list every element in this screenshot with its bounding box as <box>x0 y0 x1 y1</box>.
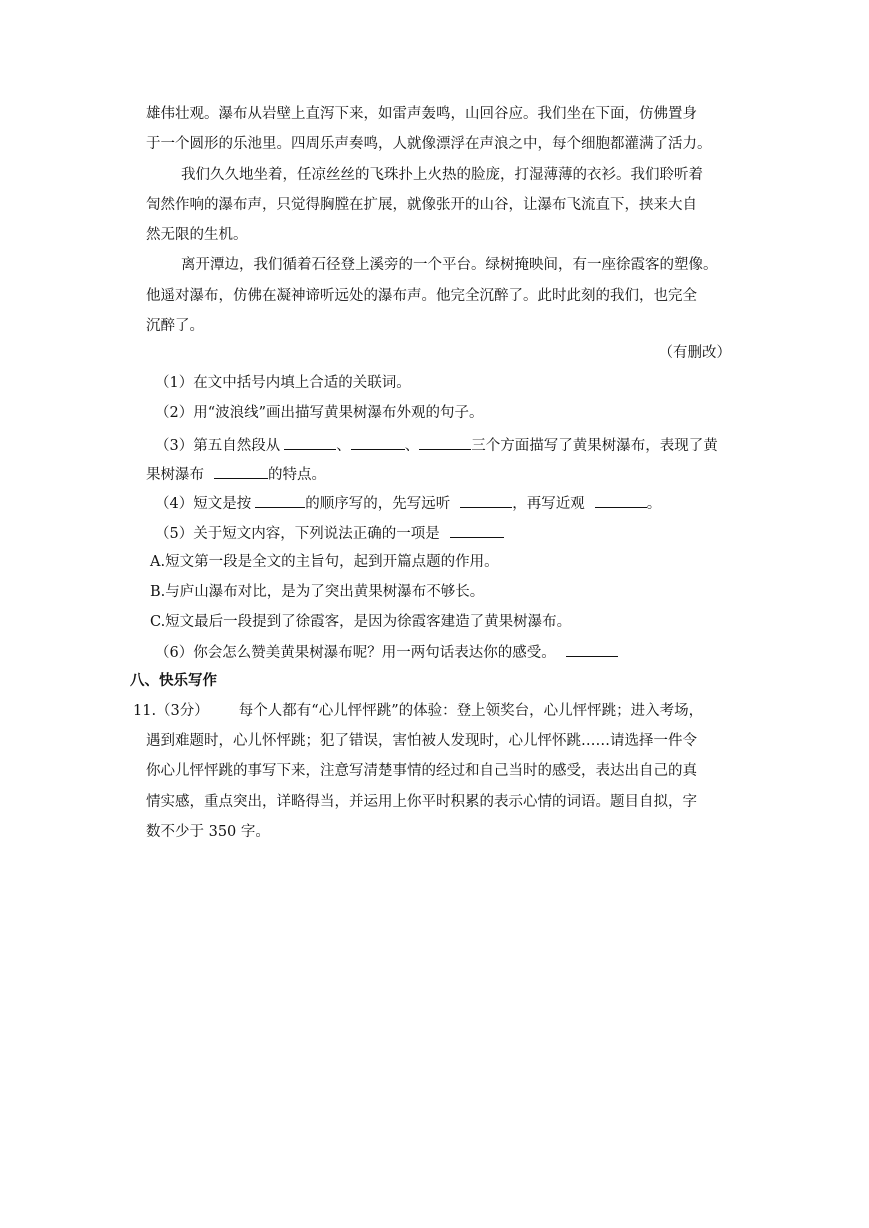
answer-blank[interactable] <box>595 492 647 508</box>
question-11-line: 情实感，重点突出，详略得当，并运用上你平时积累的表示心情的词语。题目自拟，字 <box>146 794 697 810</box>
passage-line: 訇然作响的瀑布声，只觉得胸膛在扩展，就像张开的山谷，让瀑布飞流直下，挟来大自 <box>146 197 697 213</box>
passage-line: 我们久久地坐着，任凉丝丝的飞珠扑上火热的脸庞，打湿薄薄的衣衫。我们聆听着 <box>181 167 703 183</box>
answer-blank[interactable] <box>255 492 305 508</box>
option-c: C.短文最后一段提到了徐霞客，是因为徐霞客建造了黄果树瀑布。 <box>150 614 572 630</box>
answer-blank[interactable] <box>351 434 405 450</box>
question-11-line: 遇到难题时，心儿怀怦跳；犯了错误，害怕被人发现时，心儿怦怀跳……请选择一件令 <box>146 733 697 749</box>
passage-line: 他遥对瀑布，仿佛在凝神谛听远处的瀑布声。他完全沉醉了。此时此刻的我们，也完全 <box>146 288 697 304</box>
question-4-text: 的顺序写的，先写远听 <box>305 496 451 512</box>
question-3-text: （3）第五自然段从 <box>155 438 281 454</box>
question-3-text: 三个方面描写了黄果树瀑布，表现了黄 <box>471 438 718 454</box>
separator: 、 <box>404 438 420 454</box>
question-11-line: 数不少于 350 字。 <box>146 824 270 840</box>
passage-line: 于一个圆形的乐池里。四周乐声奏鸣，人就像漂浮在声浪之中，每个细胞都灌满了活力。 <box>146 136 712 152</box>
question-4-text: ，再写近观 <box>512 496 585 512</box>
question-11-line: 你心儿怦怦跳的事写下来，注意写清楚事情的经过和自己当时的感受，表达出自己的真 <box>146 763 697 779</box>
question-5 <box>155 522 504 544</box>
question-6-text: （6）你会怎么赞美黄果树瀑布呢？用一两句话表达你的感受。 <box>155 645 556 661</box>
answer-blank[interactable] <box>450 522 504 538</box>
question-4 <box>155 492 661 514</box>
question-2: （2）用“波浪线”画出描写黄果树瀑布外观的句子。 <box>155 405 484 421</box>
separator: 、 <box>336 438 351 454</box>
passage-line: 雄伟壮观。瀑布从岩壁上直泻下来，如雷声轰鸣，山回谷应。我们坐在下面，仿佛置身 <box>146 106 697 122</box>
answer-blank[interactable] <box>419 434 471 450</box>
passage-line: 沉醉了。 <box>146 318 204 334</box>
section-title: 八、快乐写作 <box>130 673 217 689</box>
question-11 <box>133 701 703 721</box>
answer-blank[interactable] <box>284 434 336 450</box>
question-number: 11.（3分） <box>133 703 209 719</box>
question-6 <box>155 641 618 663</box>
option-a: A.短文第一段是全文的主旨句，起到开篇点题的作用。 <box>150 554 499 570</box>
question-4-text: 。 <box>646 496 662 512</box>
passage-line: 离开潭边，我们循着石径登上溪旁的一个平台。绿树掩映间，有一座徐霞客的塑像。 <box>181 257 718 273</box>
question-1: （1）在文中括号内填上合适的关联词。 <box>155 375 411 391</box>
option-b: B.与庐山瀑布对比，是为了突出黄果树瀑布不够长。 <box>150 584 485 600</box>
question-3-text: 果树瀑布 <box>146 467 204 483</box>
question-3-text: 的特点。 <box>268 467 326 483</box>
source-note: （有删改） <box>658 345 731 361</box>
question-4-text: （4）短文是按 <box>155 496 252 512</box>
answer-blank[interactable] <box>460 492 512 508</box>
question-5-text: （5）关于短文内容，下列说法正确的一项是 <box>155 526 440 542</box>
passage-line: 然无限的生机。 <box>146 227 248 243</box>
question-3-continued <box>146 463 326 485</box>
question-3 <box>155 434 718 456</box>
question-11-text: 每个人都有“心儿怦怦跳”的体验：登上领奖台，心儿怦怦跳；进入考场， <box>238 703 704 719</box>
answer-blank[interactable] <box>214 463 268 479</box>
answer-blank[interactable] <box>566 641 618 657</box>
